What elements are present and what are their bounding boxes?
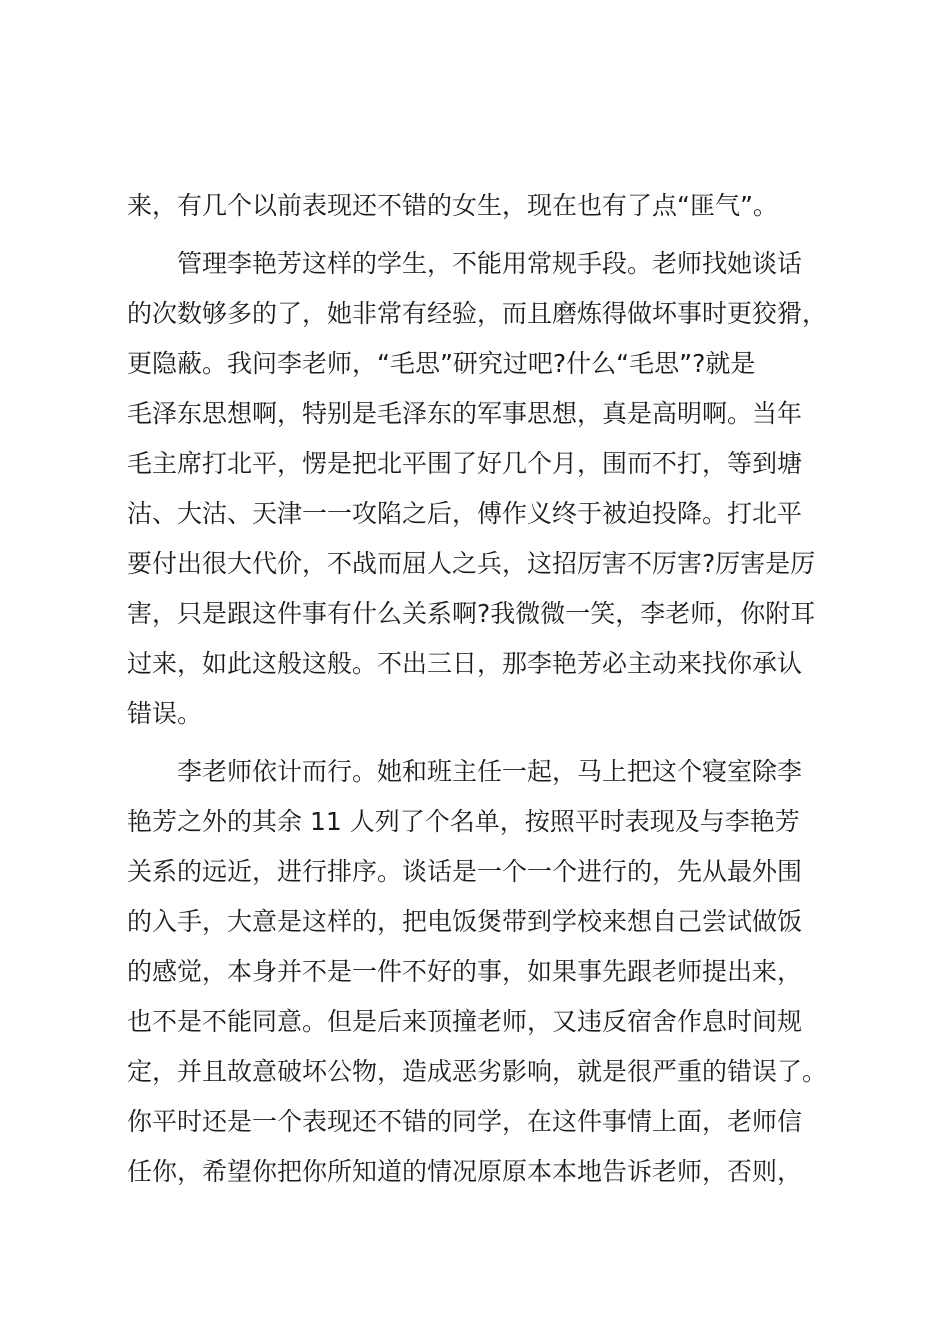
- text-line: 来，有几个以前表现还不错的女生，现在也有了点“匪气”。: [127, 191, 778, 220]
- text-line: 的入手，大意是这样的，把电饭煲带到学校来想自己尝试做饭: [127, 907, 803, 936]
- text-line: 你平时还是一个表现还不错的同学，在这件事情上面，老师信: [127, 1107, 803, 1136]
- text-line: 管理李艳芳这样的学生，不能用常规手段。老师找她谈话: [177, 249, 803, 278]
- text-line: 关系的远近，进行排序。谈话是一个一个进行的，先从最外围: [127, 857, 803, 886]
- paragraph-1: [127, 181, 839, 231]
- text-line: 沽、大沽、天津一一攻陷之后，傅作义终于被迫投降。打北平: [127, 499, 803, 528]
- text-line: 的次数够多的了，她非常有经验，而且磨炼得做坏事时更狡猾，: [127, 299, 828, 328]
- text-line: 的感觉，本身并不是一件不好的事，如果事先跟老师提出来，: [127, 957, 803, 986]
- text-line: 毛泽东思想啊，特别是毛泽东的军事思想，真是高明啊。当年: [127, 399, 803, 428]
- paragraph-2: [127, 239, 839, 739]
- text-line: 任你，希望你把你所知道的情况原原本本地告诉老师，否则，: [127, 1157, 803, 1186]
- text-line: 更隐蔽。我问李老师，“毛思”研究过吧?什么“毛思”?就是: [127, 349, 756, 378]
- text-line: 要付出很大代价，不战而屈人之兵，这招厉害不厉害?厉害是厉: [127, 549, 816, 578]
- text-line: 过来，如此这般这般。不出三日，那李艳芳必主动来找你承认: [127, 649, 803, 678]
- body-text: [127, 181, 839, 1197]
- text-line: 害，只是跟这件事有什么关系啊?我微微一笑，李老师，你附耳: [127, 599, 816, 628]
- paragraph-3: [127, 747, 839, 1197]
- text-line: 定，并且故意破坏公物，造成恶劣影响，就是很严重的错误了。: [127, 1057, 828, 1086]
- text-line: 也不是不能同意。但是后来顶撞老师，又违反宿舍作息时间规: [127, 1007, 803, 1036]
- text-line: 错误。: [127, 699, 203, 728]
- text-line: 毛主席打北平，愣是把北平围了好几个月，围而不打，等到塘: [127, 449, 803, 478]
- text-line: 李老师依计而行。她和班主任一起，马上把这个寝室除李: [177, 757, 803, 786]
- text-line: 艳芳之外的其余 11 人列了个名单，按照平时表现及与李艳芳: [127, 807, 800, 836]
